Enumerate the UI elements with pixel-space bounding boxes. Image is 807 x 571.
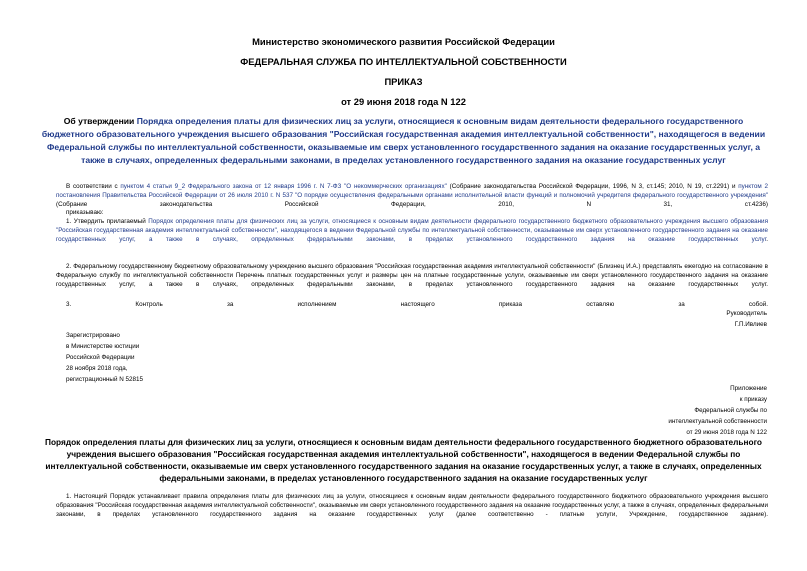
item-2-paragraph: 2. Федеральному государственному бюджетному образовательному учреждению высшего образования "Российская государственная академия интеллектуальной собственности" (Близнец И.А.) представлять ежегодно на согласование в Федеральную службу по интеллектуальной собственности Перечень платных государственных услуг и размеры цен на платные государственные услуги, оказываемые им сверх установленного государственного задания на оказание государственных услуг, а также в случаях, определенных федеральными законами, в пределах установленного государственного задания на оказание государственных услуг. [56, 263, 768, 288]
preamble-text-3: (Собрание законодательства Российской Федерации, 2010, N 31, ст.4236) [56, 201, 768, 208]
preamble-text-2: (Собрание законодательства Российской Федерации, 1996, N 3, ст.145; 2010, N 19, ст.2291) и [446, 183, 739, 190]
appendix-line-3: Федеральной службы по [694, 407, 767, 414]
service-heading: ФЕДЕРАЛЬНАЯ СЛУЖБА ПО ИНТЕЛЛЕКТУАЛЬНОЙ СОБСТВЕННОСТИ [240, 56, 567, 67]
appendix-line-4: интеллектуальной собственности [668, 418, 767, 425]
order-word: приказываю: [66, 209, 104, 216]
appendix-paragraph-1: 1. Настоящий Порядок устанавливает правила определения платы для физических лиц за услуги, относящиеся к основным видам деятельности федерального государственного бюджетного образовательного учреждения высшего образования "Российская государственная академия интеллектуальной собственности", оказываемые им сверх установленного государственного задания на оказание государственных услуг, а также в случаях, определенных федеральными законами, в пределах установленного государственного задания на оказание государственных услуг (далее соответственно - платные услуги, Учреждение, государственное задание). [56, 493, 768, 518]
item-1-text: 1. Утвердить прилагаемый [66, 218, 149, 225]
decree-link[interactable]: пунктом 2 постановления Правительства Российской Федерации от 26 июля 2010 г. N 537 "О порядке осуществления федеральными органами исполнительной власти функций и полномочий учредителя федерального государственного учреждения" [56, 183, 768, 199]
item-1-end: . [766, 236, 768, 243]
registration-number: регистрационный N 52815 [66, 376, 144, 383]
registration-line-1: Зарегистрировано [66, 332, 120, 339]
preamble-paragraph [56, 182, 768, 218]
preamble-text-1: В соответствии с [66, 183, 121, 190]
doc-type-heading: ПРИКАЗ [384, 76, 423, 87]
order-title-link[interactable]: Порядка определения платы для физических лиц за услуги, относящиеся к основным видам деятельности федерального государственного бюджетного образовательного учреждения высшего образования "Российская государственная академия интеллектуальной собственности", находящегося в ведении Федеральной службы по интеллектуальной собственности, оказываемые им сверх установленного государственного задания на оказание государственных услуг, а также в случаях, определенных федеральными законами, в пределах установленного государственного задания на оказание государственных услуг [41, 116, 766, 165]
appendix-line-2: к приказу [739, 396, 767, 403]
appendix-line-1: Приложение [730, 385, 767, 392]
signature-name: Г.П.Ивлиев [734, 321, 767, 328]
order-title [40, 115, 767, 167]
procedure-link[interactable]: Порядок определения платы для физических лиц за услуги, относящиеся к основным видам деятельности федерального государственного бюджетного образовательного учреждения высшего образования "Российская государственная академия интеллектуальной собственности", находящегося в ведении Федеральной службы по интеллектуальной собственности, оказываемые им сверх установленного государственного задания на оказание государственных услуг, а также в случаях, определенных федеральными законами, в пределах установленного государственного задания на оказание государственных услуг [56, 218, 768, 243]
order-title-prefix: Об утверждении [63, 116, 137, 126]
registration-line-2: в Министерстве юстиции [66, 343, 140, 350]
signature-role: Руководитель [726, 310, 767, 317]
registration-line-3: Российской Федерации [66, 354, 135, 361]
registration-line-4: 28 ноября 2018 года, [66, 365, 128, 372]
order-date-number: от 29 июня 2018 года N 122 [341, 96, 466, 107]
item-1-paragraph [56, 217, 768, 253]
law-link[interactable]: пунктом 4 статьи 9_2 Федерального закона от 12 января 1996 г. N 7-ФЗ "О некоммерческих организациях" [120, 183, 447, 190]
appendix-line-5: от 29 июня 2018 года N 122 [686, 429, 767, 436]
appendix-title: Порядок определения платы для физических лиц за услуги, относящиеся к основным видам деятельности федерального государственного бюджетного образовательного учреждения высшего образования "Российская государственная академия интеллектуальной собственности", находящегося в ведении Федеральной службы по интеллектуальной собственности, оказываемые им сверх установленного государственного задания на оказание государственных услуг, а также в случаях, определенных федеральными законами, в пределах установленного государственного задания на оказание государственных услуг [44, 437, 762, 483]
item-3-paragraph: 3. Контроль за исполнением настоящего приказа оставляю за собой. [66, 301, 768, 308]
ministry-heading: Министерство экономического развития Российской Федерации [252, 36, 555, 47]
